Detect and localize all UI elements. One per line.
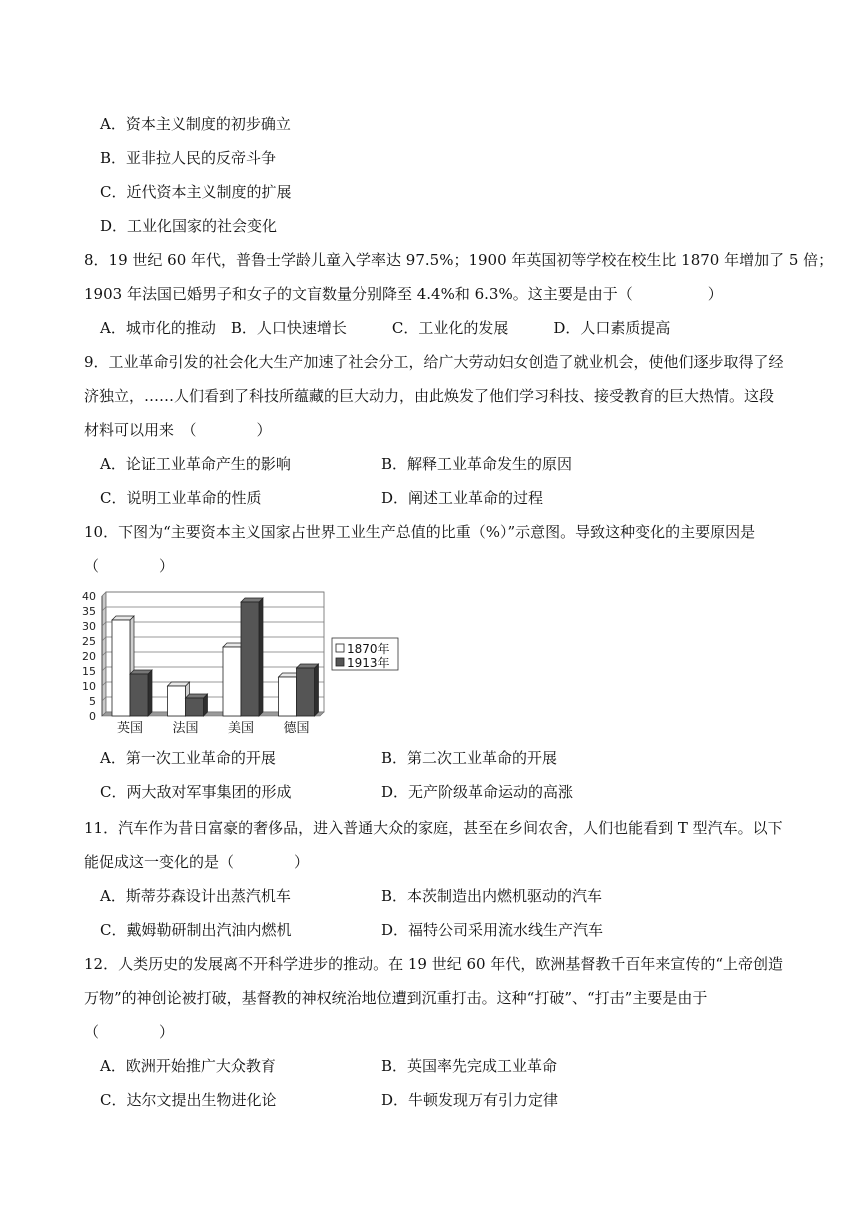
q10-stem-line2: （ ） [84,557,175,575]
q9-stem-line2: 济独立，……人们看到了科技所蕴藏的巨大动力，由此焕发了他们学习科技、接受教育的巨大热情。这段 [84,387,775,405]
legend-swatch [336,644,344,652]
bar-side [315,664,319,716]
q9-stem-line3: 材料可以用来 （ ） [84,421,272,439]
q7-option-a: A．资本主义制度的初步确立 [100,115,291,133]
bar-top [130,670,152,674]
bar-1913年-法国 [186,698,204,716]
q10-option-d: D．无产阶级革命运动的高涨 [381,783,574,801]
q9-stem-line1: 9．工业革命引发的社会化大生产加速了社会分工，给广大劳动妇女创造了就业机会，使他们逐步取得了经 [84,353,784,371]
bar-side [259,598,263,716]
q8-options: A．城市化的推动 B．人口快速增长 C．工业化的发展 D．人口素质提高 [100,319,671,337]
x-tick-label: 美国 [227,721,255,736]
x-tick-label: 英国 [116,721,144,736]
y-tick-label: 5 [89,695,96,708]
bar-top [168,682,190,686]
q7-option-d: D．工业化国家的社会变化 [100,217,278,235]
y-tick-label: 20 [82,650,96,663]
q9-option-d: D．阐述工业革命的过程 [381,489,544,507]
q10-option-a: A．第一次工业革命的开展 [100,749,276,767]
q12-option-d: D．牛顿发现万有引力定律 [381,1091,559,1109]
y-tick-label: 35 [82,605,96,618]
bar-1913年-英国 [130,674,148,716]
q11-stem-line2: 能促成这一变化的是（ ） [84,853,310,871]
legend-swatch [336,658,344,666]
y-tick-label: 40 [82,590,96,603]
bar-side [148,670,152,716]
legend-label: 1913年 [347,656,390,670]
q11-option-c: C．戴姆勒研制出汽油内燃机 [100,921,292,939]
q11-option-b: B．本茨制造出内燃机驱动的汽车 [381,887,603,905]
legend-label: 1870年 [347,642,390,656]
bar-top [186,694,208,698]
q9-option-a: A．论证工业革命产生的影响 [100,455,291,473]
q12-option-a: A．欧洲开始推广大众教育 [100,1057,276,1075]
bar-1870年-美国 [223,647,241,716]
bar-1870年-德国 [279,677,297,716]
q7-option-b: B．亚非拉人民的反帝斗争 [100,149,277,167]
q10-option-b: B．第二次工业革命的开展 [381,749,558,767]
bar-top [241,598,263,602]
bar-1913年-德国 [297,668,315,716]
bar-top [112,616,134,620]
y-tick-label: 10 [82,680,96,693]
q10-stem-line1: 10．下图为“主要资本主义国家占世界工业生产总值的比重（%）”示意图。导致这种变化的主要原因是 [84,523,756,541]
q12-stem-line2: 万物”的神创论被打破，基督教的神权统治地位遭到沉重打击。这种“打破”、“打击”主要是由于 [84,989,708,1007]
q12-stem-line1: 12．人类历史的发展离不开科学进步的推动。在 19 世纪 60 年代，欧洲基督教千百年来宣传的“上帝创造 [84,955,784,973]
x-tick-label: 法国 [172,721,199,736]
x-tick-label: 德国 [283,721,310,736]
q11-option-d: D．福特公司采用流水线生产汽车 [381,921,604,939]
q12-option-b: B．英国率先完成工业革命 [381,1057,558,1075]
bar-top [297,664,319,668]
y-tick-label: 30 [82,620,96,633]
q12-stem-line3: （ ） [84,1023,175,1041]
q9-option-b: B．解释工业革命发生的原因 [381,455,573,473]
q8-stem-line1: 8．19 世纪 60 年代，普鲁士学龄儿童入学率达 97.5%；1900 年英国初等学校在校生比 1870 年增加了 5 倍； [84,251,834,269]
q7-option-c: C．近代资本主义制度的扩展 [100,183,292,201]
y-tick-label: 25 [82,635,96,648]
q10-bar-chart [78,588,408,736]
y-tick-label: 0 [89,710,96,723]
q8-stem-line2: 1903 年法国已婚男子和女子的文盲数量分别降至 4.4%和 6.3%。这主要是由于（ ） [84,285,723,303]
q10-option-c: C．两大敌对军事集团的形成 [100,783,292,801]
bar-1870年-英国 [112,620,130,716]
q11-stem-line1: 11．汽车作为昔日富豪的奢侈品，进入普通大众的家庭，甚至在乡间农舍，人们也能看到 T 型汽车。以下 [84,819,783,837]
bar-1913年-美国 [241,602,259,716]
q12-option-c: C．达尔文提出生物进化论 [100,1091,277,1109]
q11-option-a: A．斯蒂芬森设计出蒸汽机车 [100,887,291,905]
q9-option-c: C．说明工业革命的性质 [100,489,262,507]
bar-1870年-法国 [168,686,186,716]
y-tick-label: 15 [82,665,96,678]
chart-legend [332,638,398,670]
